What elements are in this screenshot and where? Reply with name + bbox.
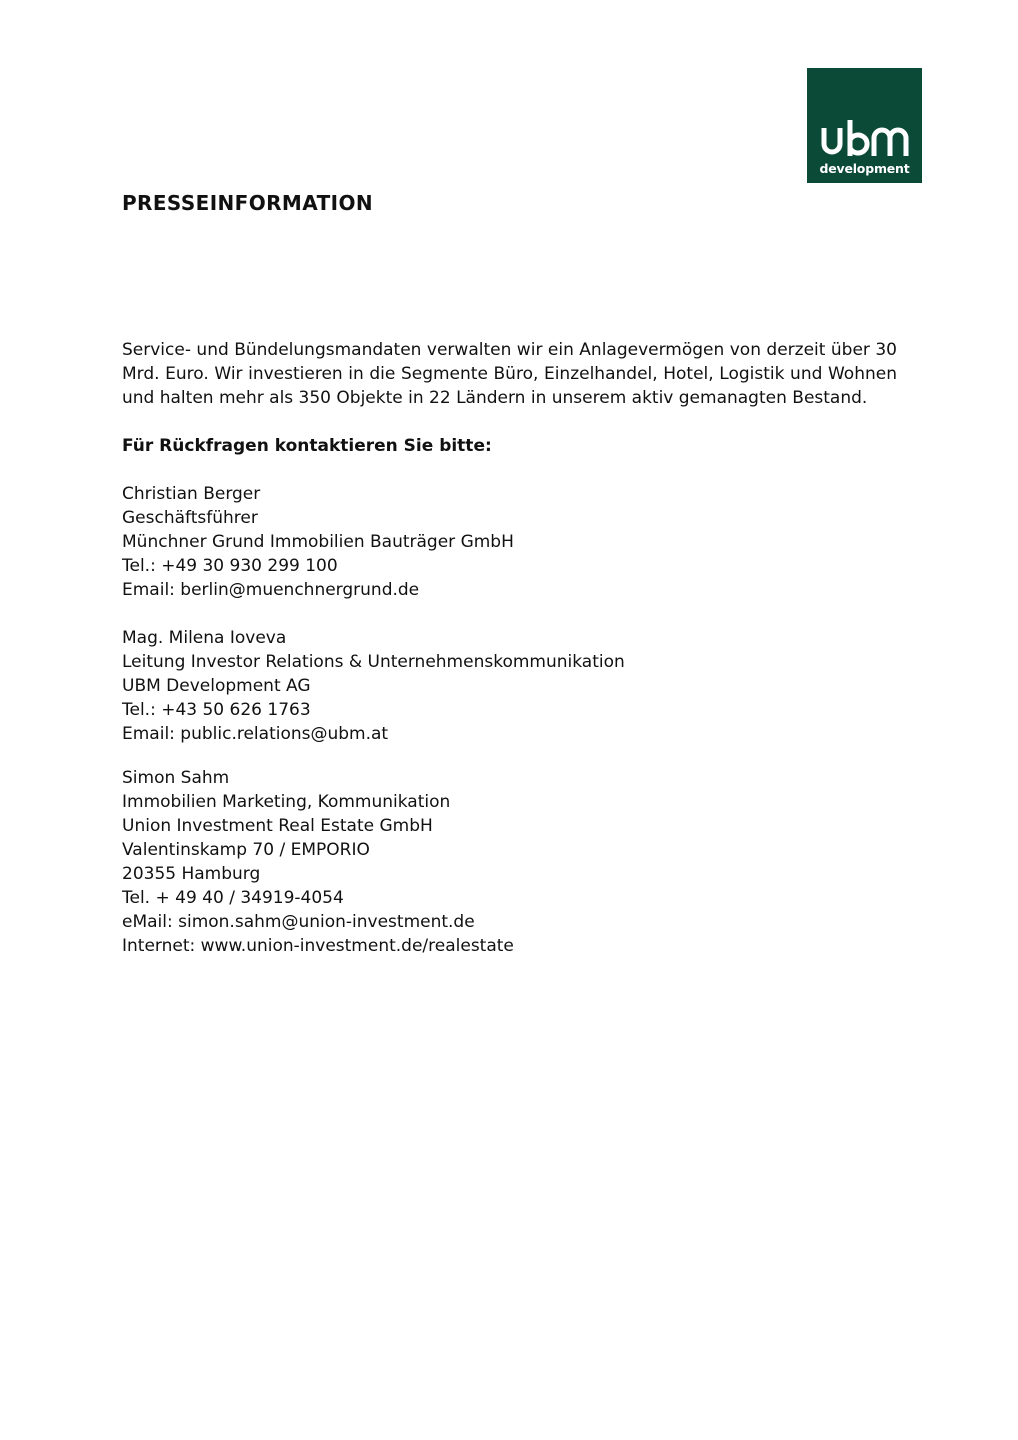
- ubm-wordmark-icon: [820, 120, 912, 160]
- contact-phone: Tel. + 49 40 / 34919-4054: [122, 888, 344, 908]
- contact-phone: Tel.: +49 30 930 299 100: [122, 556, 338, 576]
- contact-city: 20355 Hamburg: [122, 864, 261, 884]
- contact-block-sahm: [122, 766, 897, 958]
- contact-company: Münchner Grund Immobilien Bauträger GmbH: [122, 532, 514, 552]
- contact-company: UBM Development AG: [122, 676, 311, 696]
- contact-street: Valentinskamp 70 / EMPORIO: [122, 840, 370, 860]
- page-title: PRESSEINFORMATION: [122, 191, 373, 215]
- contact-email[interactable]: Email: berlin@muenchnergrund.de: [122, 580, 420, 600]
- contact-phone: Tel.: +43 50 626 1763: [122, 700, 311, 720]
- contact-name: Simon Sahm: [122, 768, 230, 788]
- contact-role: Immobilien Marketing, Kommunikation: [122, 792, 451, 812]
- contact-heading: Für Rückfragen kontaktieren Sie bitte:: [122, 436, 492, 456]
- contact-role: Leitung Investor Relations & Unternehmenskommunikation: [122, 652, 625, 672]
- contact-block-berger: [122, 482, 897, 602]
- intro-paragraph: Service- und Bündelungsmandaten verwalten wir ein Anlagevermögen von derzeit über 30 Mrd. Euro. Wir investieren in die Segmente Büro, Einzelhandel, Hotel, Logistik und Wohnen und halten mehr als 350 Objekte in 22 Ländern in unserem aktiv gemanagten Bestand.: [122, 340, 897, 408]
- contact-name: Christian Berger: [122, 484, 261, 504]
- contact-website[interactable]: Internet: www.union-investment.de/realestate: [122, 936, 514, 956]
- document-body: [122, 338, 897, 958]
- contact-name: Mag. Milena Ioveva: [122, 628, 287, 648]
- contact-email[interactable]: eMail: simon.sahm@union-investment.de: [122, 912, 475, 932]
- contact-company: Union Investment Real Estate GmbH: [122, 816, 433, 836]
- contact-role: Geschäftsführer: [122, 508, 258, 528]
- ubm-development-logo: [807, 68, 922, 183]
- logo-tagline: development: [819, 161, 910, 176]
- contact-block-ioveva: [122, 626, 897, 746]
- contact-email[interactable]: Email: public.relations@ubm.at: [122, 724, 389, 744]
